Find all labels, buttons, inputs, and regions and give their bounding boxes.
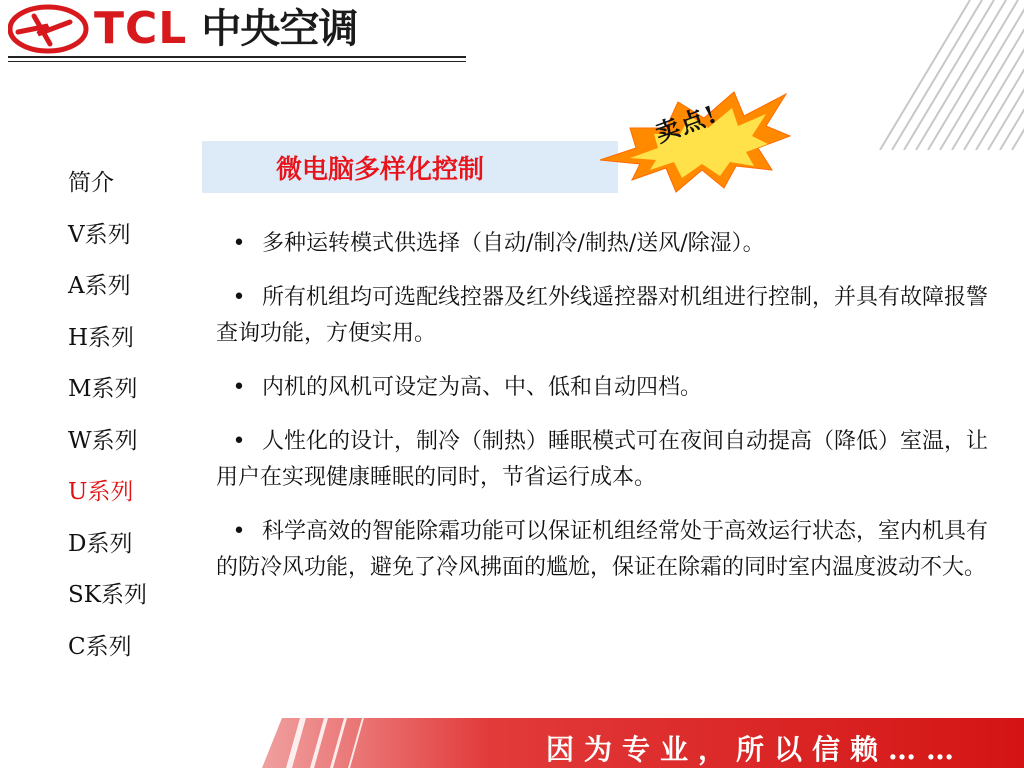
feature-text: 多种运转模式供选择（自动/制冷/制热/送风/除湿）。: [262, 231, 765, 256]
feature-text: 人性化的设计，制冷（制热）睡眠模式可在夜间自动提高（降低）室温，让用户在实现健康睡眠的同时，节省运行成本。: [216, 429, 989, 490]
feature-text: 所有机组均可选配线控器及红外线遥控器对机组进行控制，并具有故障报警查询功能，方便实用。: [216, 285, 989, 346]
feature-list: [216, 226, 1006, 604]
nav-item-d-series[interactable]: D系列: [68, 530, 133, 557]
bullet-marker: •: [232, 231, 246, 256]
logo-cn-text: 中央空调: [201, 6, 358, 52]
tcl-emblem-icon: [8, 4, 90, 54]
nav-item-sk-series[interactable]: SK系列: [68, 582, 147, 608]
section-title: 微电脑多样化控制: [275, 154, 484, 185]
feature-item: [216, 370, 1006, 406]
feature-item: [216, 226, 1006, 262]
footer-slogan: 因为专业，所以信赖……: [546, 733, 965, 766]
bullet-marker: •: [232, 285, 246, 310]
nav-item-w-series[interactable]: W系列: [68, 427, 138, 454]
tcl-logo: [8, 4, 357, 54]
nav-item-intro[interactable]: 简介: [68, 170, 114, 196]
nav-item-v-series[interactable]: V系列: [68, 221, 131, 248]
feature-item: [216, 514, 1006, 586]
corner-stripes-decoration: [824, 0, 1024, 150]
selling-point-badge: 卖点!: [651, 98, 722, 149]
feature-text: 内机的风机可设定为高、中、低和自动四档。: [262, 375, 703, 400]
nav-item-u-series[interactable]: U系列: [68, 479, 134, 505]
bullet-marker: •: [232, 429, 246, 454]
feature-item: [216, 280, 1006, 352]
feature-text: 科学高效的智能除霜功能可以保证机组经常处于高效运行状态，室内机具有的防冷风功能，避免了冷风拂面的尴尬，保证在除霜的同时室内温度波动不大。: [216, 519, 989, 580]
section-title-bar: [202, 141, 618, 193]
nav-item-a-series[interactable]: A系列: [68, 273, 131, 299]
nav-item-c-series[interactable]: C系列: [68, 633, 132, 660]
bullet-marker: •: [232, 375, 246, 400]
nav-item-h-series[interactable]: H系列: [68, 324, 135, 351]
series-nav: [68, 160, 147, 675]
nav-item-m-series[interactable]: M系列: [68, 376, 138, 402]
header-rule-thin: [8, 61, 466, 62]
feature-item: [216, 424, 1006, 496]
header-rule: [8, 56, 466, 58]
bullet-marker: •: [232, 519, 246, 544]
logo-brand-text: TCL: [94, 3, 188, 54]
